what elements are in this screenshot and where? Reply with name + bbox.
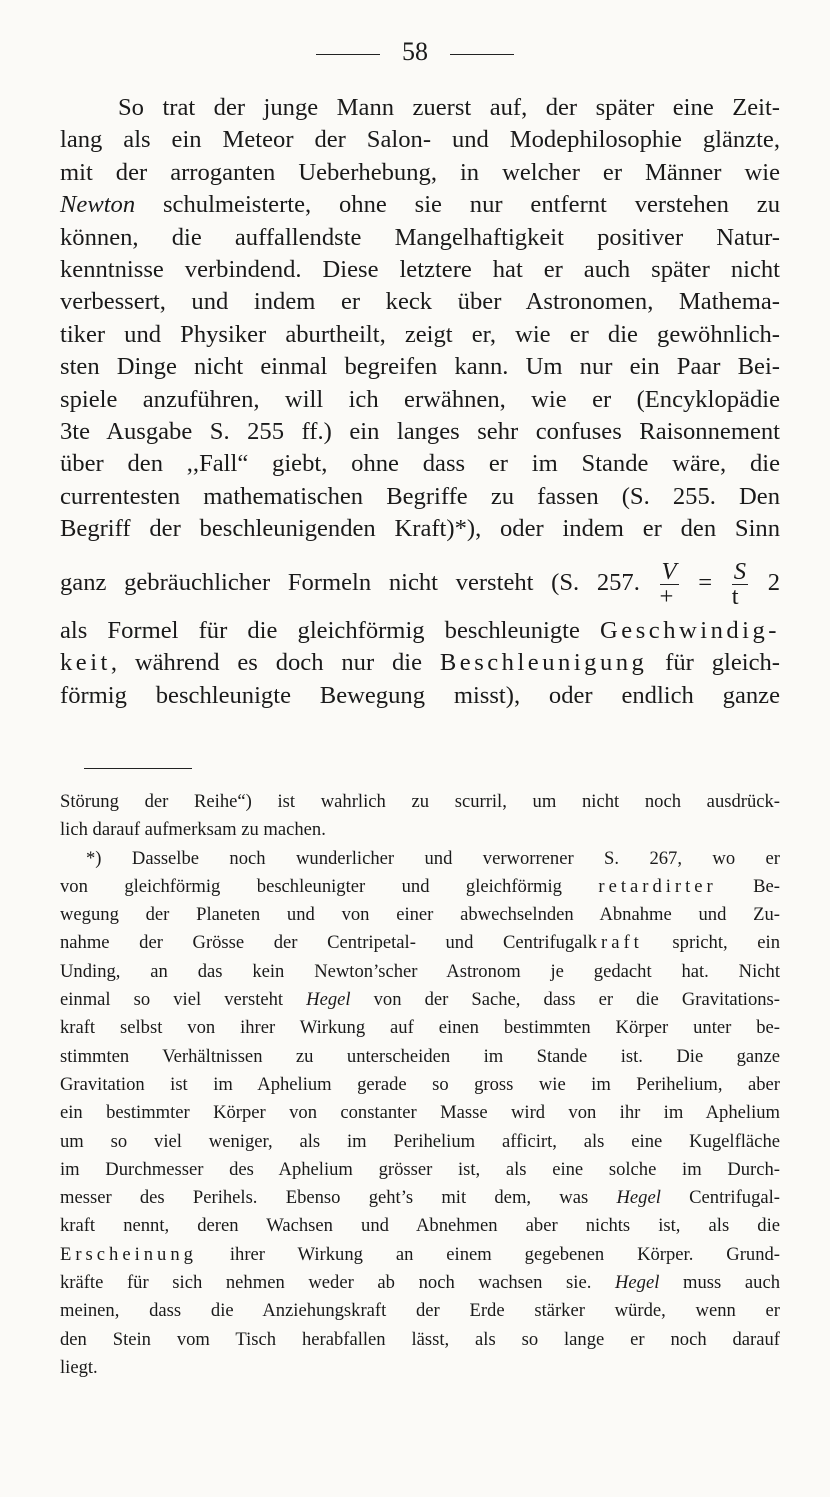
main-line: förmig beschleunigte Bewegung misst), oder endlich ganze: [60, 681, 780, 709]
text-run: Centrifugal-: [660, 1187, 780, 1209]
fraction-denominator: t: [731, 582, 739, 610]
footnote-line: liegt.: [60, 1356, 98, 1378]
text-run: von gleichförmig beschleunigter und gleichförmig: [60, 875, 599, 897]
text-run: für gleich-: [647, 649, 780, 677]
name-hegel: Hegel: [306, 989, 351, 1011]
footnote-line: ein bestimmter Körper von constanter Masse wird von ihr im Aphelium: [60, 1102, 780, 1124]
name-newton: Newton: [60, 191, 136, 219]
fraction-numerator: V: [661, 557, 677, 585]
spaced-word: Erscheinung: [60, 1243, 197, 1265]
footnote-line: stimmten Verhältnissen zu unterscheiden im Stande ist. Die ganze: [60, 1045, 780, 1067]
main-line: können, die auffallendste Mangelhaftigkeit positiver Natur-: [60, 223, 780, 251]
footnote-line: Gravitation ist im Aphelium gerade so gross wie im Perihelium, aber: [60, 1073, 780, 1095]
main-line: verbessert, und indem er keck über Astronomen, Mathema-: [60, 288, 780, 316]
main-line: lang als ein Meteor der Salon- und Modephilosophie glänzte,: [60, 126, 780, 154]
fraction-v: [659, 557, 679, 610]
main-line: [60, 647, 780, 679]
formula-exponent: 2: [767, 568, 780, 596]
main-line: [60, 615, 780, 647]
text-run: messer des Perihels. Ebenso geht’s mit dem, was: [60, 1187, 617, 1209]
main-text: [60, 92, 780, 712]
main-line: currentesten mathematischen Begriffe zu fassen (S. 255. Den: [60, 482, 780, 510]
spaced-word: keit: [60, 649, 111, 677]
main-line: 3te Ausgabe S. 255 ff.) ein langes sehr confuses Raisonnement: [60, 418, 780, 446]
footnote-line: [60, 1269, 780, 1297]
equals-sign: =: [698, 568, 713, 596]
text-run: kräfte für sich nehmen weder ab noch wachsen sie.: [60, 1272, 615, 1294]
formula-line: [60, 557, 780, 610]
name-hegel: Hegel: [616, 1187, 661, 1209]
footnote-line: [60, 1241, 780, 1269]
footnotes: [60, 788, 780, 1382]
fraction-numerator: S: [733, 557, 747, 585]
main-line: mit der arroganten Ueberhebung, in welcher er Männer wie: [60, 158, 780, 186]
footnote-line: kraft nennt, deren Wachsen und Abnehmen aber nichts ist, als die: [60, 1215, 780, 1237]
spaced-word: Geschwindig-: [600, 616, 780, 644]
header-rule-left: [316, 54, 380, 55]
spaced-word: kraft: [587, 932, 643, 954]
text-run: Be-: [716, 875, 780, 897]
footnote-line: meinen, dass die Anziehungskraft der Erde stärker würde, wenn er: [60, 1300, 780, 1322]
text-run: spricht, ein: [642, 932, 780, 954]
footnote-line: im Durchmesser des Aphelium grösser ist, als eine solche im Durch-: [60, 1158, 780, 1180]
fraction-s: [731, 557, 748, 610]
text-run: muss auch: [659, 1272, 780, 1294]
main-line: kenntnisse verbindend. Diese letztere hat er auch später nicht: [60, 256, 780, 284]
formula-text: ganz gebräuchlicher Formeln nicht versteht (S. 257.: [60, 568, 640, 596]
footnote-line: Störung der Reihe“) ist wahrlich zu scurril, um nicht noch ausdrück-: [60, 791, 780, 812]
footnote-line: [60, 929, 780, 957]
text-run: nahme der Grösse der Centripetal- und Centrifugal: [60, 932, 588, 954]
name-hegel: Hegel: [614, 1272, 660, 1294]
footnote-line: um so viel weniger, als im Perihelium afficirt, als eine Kugelfläche: [60, 1130, 780, 1152]
main-line: über den ,,Fall“ giebt, ohne dass er im Stande wäre, die: [60, 450, 780, 478]
fraction-denominator: +: [659, 582, 674, 610]
main-line: So trat der junge Mann zuerst auf, der später eine Zeit-: [118, 94, 780, 121]
spaced-word: retardirter: [598, 875, 717, 897]
text-run: ihrer Wirkung an einem gegebenen Körper. Grund-: [196, 1243, 780, 1265]
main-line: Begriff der beschleunigenden Kraft)*), oder indem er den Sinn: [60, 515, 780, 543]
footnote-line: den Stein vom Tisch herabfallen lässt, als so lange er noch darauf: [60, 1328, 780, 1350]
page-header: [0, 36, 830, 68]
footnote-line: [60, 1184, 780, 1212]
footnote-line: wegung der Planeten und von einer abwechselnden Abnahme und Zu-: [60, 904, 780, 926]
footnote-separator: [84, 768, 192, 769]
main-line: sten Dinge nicht einmal begreifen kann. Um nur ein Paar Bei-: [60, 353, 780, 381]
spaced-word: Beschleunigung: [439, 649, 648, 677]
footnote-line: Unding, an das kein Newton’scher Astronom je gedacht hat. Nicht: [60, 960, 780, 982]
footnote-line: kraft selbst von ihrer Wirkung auf einen bestimmten Körper unter be-: [60, 1017, 780, 1039]
text-run: , während es doch nur die: [110, 649, 440, 677]
main-line: spiele anzuführen, will ich erwähnen, wie er (Encyklopädie: [60, 385, 780, 413]
main-line: [60, 189, 780, 221]
footnote-line: lich darauf aufmerksam zu machen.: [60, 819, 326, 841]
main-line-rest: schulmeisterte, ohne sie nur entfernt verstehen zu: [135, 191, 780, 219]
page-number: 58: [402, 37, 428, 66]
footnote-line: [60, 873, 780, 901]
footnote-line: [60, 986, 780, 1014]
text-run: einmal so viel versteht: [60, 989, 307, 1011]
footnote-line: *) Dasselbe noch wunderlicher und verworrener S. 267, wo er: [86, 847, 780, 869]
main-line: tiker und Physiker aburtheilt, zeigt er, wie er die gewöhnlich-: [60, 320, 780, 348]
text-run: von der Sache, dass er die Gravitations-: [350, 989, 780, 1011]
text-run: als Formel für die gleichförmig beschleunigte: [60, 616, 601, 644]
header-rule-right: [450, 54, 514, 55]
